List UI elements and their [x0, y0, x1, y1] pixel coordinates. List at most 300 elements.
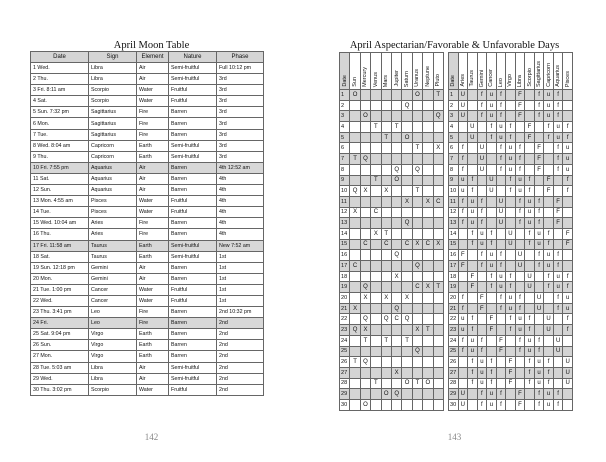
table-cell	[412, 357, 422, 368]
table-cell: f	[487, 271, 497, 282]
table-cell: f	[506, 175, 516, 186]
table-row	[340, 293, 444, 304]
table-cell	[391, 186, 401, 197]
table-cell: 28 Tue. 5:03 am	[31, 362, 89, 373]
table-cell	[360, 389, 370, 400]
table-cell: f	[506, 186, 516, 197]
date-cell: 14	[340, 228, 350, 239]
table-cell	[360, 228, 370, 239]
table-cell	[477, 271, 487, 282]
table-cell: Sagittarius	[89, 107, 137, 118]
table-cell: 2 Thu.	[31, 74, 89, 85]
table-cell: F	[563, 239, 573, 250]
table-cell	[371, 293, 381, 304]
table-cell: F	[496, 335, 506, 346]
column-header-label: Aries	[459, 74, 466, 87]
date-cell: 2	[340, 100, 350, 111]
table-cell: X	[423, 282, 433, 293]
table-cell: Air	[137, 273, 169, 284]
table-cell: u	[496, 271, 506, 282]
table-cell	[496, 175, 506, 186]
table-cell	[423, 261, 433, 272]
table-cell: 4th	[217, 207, 264, 218]
table-cell: U	[496, 218, 506, 229]
table-cell: f	[553, 164, 563, 175]
table-cell: O	[402, 378, 412, 389]
table-cell: f	[468, 175, 478, 186]
table-row	[449, 367, 573, 378]
table-cell: 4th	[217, 185, 264, 196]
table-cell	[506, 389, 516, 400]
table-cell: Barren	[169, 340, 217, 351]
column-header: Sign	[89, 52, 137, 63]
table-cell: Earth	[137, 140, 169, 151]
table-cell: T	[412, 186, 422, 197]
table-cell: Semi-fruitful	[169, 251, 217, 262]
table-cell: u	[477, 239, 487, 250]
table-row	[31, 162, 264, 173]
table-cell: Q	[402, 314, 412, 325]
table-cell: Taurus	[89, 251, 137, 262]
table-row	[31, 218, 264, 229]
date-cell: 27	[340, 367, 350, 378]
table-cell	[402, 122, 412, 133]
date-cell: 25	[340, 346, 350, 357]
column-header	[553, 53, 563, 90]
table-cell	[506, 218, 516, 229]
date-cell: 1	[449, 90, 459, 101]
table-cell	[412, 367, 422, 378]
table-cell: U	[563, 378, 573, 389]
table-cell	[350, 239, 360, 250]
table-cell: F	[525, 132, 535, 143]
table-cell	[525, 143, 535, 154]
column-header-label: Venus	[372, 71, 379, 87]
table-cell: Gemini	[89, 262, 137, 273]
table-cell	[433, 175, 443, 186]
table-cell: Aquarius	[89, 162, 137, 173]
table-cell: f	[553, 90, 563, 101]
table-cell	[371, 346, 381, 357]
column-header	[534, 53, 544, 90]
table-cell	[371, 164, 381, 175]
column-header	[449, 53, 459, 90]
table-cell: Earth	[137, 351, 169, 362]
table-cell	[402, 143, 412, 154]
table-cell: U	[477, 164, 487, 175]
table-cell	[468, 399, 478, 410]
table-cell	[506, 111, 516, 122]
date-cell: 28	[340, 378, 350, 389]
table-cell	[458, 378, 468, 389]
table-cell: f	[496, 250, 506, 261]
table-cell: f	[496, 90, 506, 101]
table-cell: Water	[137, 207, 169, 218]
table-cell	[371, 389, 381, 400]
date-cell: 6	[340, 143, 350, 154]
date-cell: 8	[449, 164, 459, 175]
table-cell	[496, 378, 506, 389]
table-cell	[423, 271, 433, 282]
date-cell: 5	[340, 132, 350, 143]
table-cell	[360, 196, 370, 207]
table-cell	[381, 325, 391, 336]
table-cell: f	[458, 207, 468, 218]
table-row	[31, 118, 264, 129]
table-cell	[515, 367, 525, 378]
table-cell: U	[458, 100, 468, 111]
table-cell	[360, 250, 370, 261]
table-cell: F	[515, 111, 525, 122]
table-cell: Fire	[137, 107, 169, 118]
table-cell: f	[553, 100, 563, 111]
table-cell	[371, 282, 381, 293]
table-cell: U	[496, 196, 506, 207]
table-cell: T	[381, 228, 391, 239]
table-cell: f	[515, 143, 525, 154]
table-cell	[433, 389, 443, 400]
table-cell	[371, 261, 381, 272]
table-cell: u	[544, 90, 554, 101]
table-cell: f	[563, 271, 573, 282]
table-cell	[391, 90, 401, 101]
table-cell: Semi-fruitful	[169, 373, 217, 384]
table-cell	[402, 261, 412, 272]
column-header	[340, 53, 350, 90]
table-cell	[433, 271, 443, 282]
table-cell: f	[534, 90, 544, 101]
table-cell: u	[525, 335, 535, 346]
table-cell: Barren	[169, 129, 217, 140]
table-cell: U	[563, 367, 573, 378]
table-cell	[563, 250, 573, 261]
table-cell: Leo	[89, 307, 137, 318]
table-cell: Air	[137, 373, 169, 384]
table-cell: U	[544, 325, 554, 336]
table-cell	[544, 143, 554, 154]
table-row	[449, 132, 573, 143]
table-cell: X	[360, 293, 370, 304]
table-cell: X	[360, 325, 370, 336]
table-cell: Capricorn	[89, 140, 137, 151]
table-cell	[458, 132, 468, 143]
table-cell: T	[391, 122, 401, 133]
table-cell	[433, 346, 443, 357]
column-header: Element	[137, 52, 169, 63]
table-cell	[391, 218, 401, 229]
table-cell	[433, 357, 443, 368]
date-cell: 11	[340, 196, 350, 207]
table-cell	[423, 218, 433, 229]
table-cell: u	[506, 164, 516, 175]
table-cell	[423, 357, 433, 368]
table-row	[449, 357, 573, 368]
table-cell: f	[515, 154, 525, 165]
table-cell: f	[534, 346, 544, 357]
table-cell	[423, 367, 433, 378]
table-cell	[412, 175, 422, 186]
table-cell: f	[544, 271, 554, 282]
column-header	[506, 53, 516, 90]
date-cell: 8	[340, 164, 350, 175]
table-cell	[412, 196, 422, 207]
table-cell: f	[544, 239, 554, 250]
table-cell	[477, 175, 487, 186]
table-cell	[515, 228, 525, 239]
table-cell: f	[544, 228, 554, 239]
table-row	[340, 314, 444, 325]
table-cell	[525, 399, 535, 410]
table-row	[31, 251, 264, 262]
table-cell	[402, 111, 412, 122]
table-cell: X	[433, 143, 443, 154]
table-cell: f	[477, 250, 487, 261]
table-cell	[515, 357, 525, 368]
table-cell: 22 Wed.	[31, 295, 89, 306]
table-cell	[544, 154, 554, 165]
table-cell	[391, 293, 401, 304]
table-cell: Virgo	[89, 340, 137, 351]
column-header-label: Mars	[383, 74, 390, 87]
table-cell: Q	[391, 303, 401, 314]
date-cell: 13	[449, 218, 459, 229]
table-cell: O	[423, 378, 433, 389]
table-cell: Fire	[137, 318, 169, 329]
table-cell	[381, 164, 391, 175]
table-cell	[544, 293, 554, 304]
table-cell	[423, 186, 433, 197]
table-cell: f	[553, 250, 563, 261]
column-header	[544, 53, 554, 90]
table-cell: 5 Sun. 7:32 pm	[31, 107, 89, 118]
table-cell: Q	[360, 154, 370, 165]
table-cell	[391, 346, 401, 357]
table-cell: U	[468, 132, 478, 143]
table-row	[340, 325, 444, 336]
table-row	[340, 389, 444, 400]
table-cell: u	[458, 314, 468, 325]
table-cell: f	[487, 282, 497, 293]
table-row	[340, 367, 444, 378]
table-cell	[553, 325, 563, 336]
table-cell: f	[525, 325, 535, 336]
table-cell: f	[506, 314, 516, 325]
table-cell	[553, 239, 563, 250]
table-row	[31, 329, 264, 340]
date-cell: 29	[449, 389, 459, 400]
table-row	[340, 164, 444, 175]
table-cell	[563, 207, 573, 218]
column-header	[360, 53, 370, 90]
table-cell: 1st	[217, 251, 264, 262]
table-row	[340, 261, 444, 272]
table-row	[31, 307, 264, 318]
table-cell: 8 Wed. 8:04 am	[31, 140, 89, 151]
table-cell: Barren	[169, 162, 217, 173]
table-cell: 2nd 10:32 pm	[217, 307, 264, 318]
table-cell	[350, 346, 360, 357]
table-row	[449, 218, 573, 229]
table-cell: 1st	[217, 295, 264, 306]
table-cell: f	[534, 111, 544, 122]
table-cell: Fruitful	[169, 85, 217, 96]
table-cell: f	[553, 293, 563, 304]
column-header	[563, 53, 573, 90]
table-cell: X	[371, 228, 381, 239]
table-cell	[360, 122, 370, 133]
column-header	[458, 53, 468, 90]
table-row	[31, 273, 264, 284]
table-cell: 30 Thu. 3:02 pm	[31, 384, 89, 395]
table-cell	[371, 143, 381, 154]
table-row	[31, 151, 264, 162]
table-cell	[423, 164, 433, 175]
table-cell: U	[477, 143, 487, 154]
date-cell: 17	[340, 261, 350, 272]
table-cell	[468, 143, 478, 154]
table-cell: Q	[412, 261, 422, 272]
table-cell	[468, 154, 478, 165]
date-cell: 6	[449, 143, 459, 154]
table-cell	[381, 218, 391, 229]
table-row	[31, 207, 264, 218]
table-cell	[412, 314, 422, 325]
table-cell	[515, 239, 525, 250]
table-cell: f	[525, 186, 535, 197]
table-cell: Earth	[137, 340, 169, 351]
table-cell: T	[433, 282, 443, 293]
table-cell: 3rd	[217, 74, 264, 85]
date-cell: 16	[340, 250, 350, 261]
table-cell: Cancer	[89, 284, 137, 295]
table-cell: 23 Thu. 3:41 pm	[31, 307, 89, 318]
table-cell	[487, 154, 497, 165]
table-row	[340, 346, 444, 357]
table-cell: T	[402, 335, 412, 346]
table-cell	[412, 303, 422, 314]
table-cell: Q	[412, 346, 422, 357]
table-cell: u	[563, 154, 573, 165]
table-cell: f	[534, 250, 544, 261]
table-row	[31, 295, 264, 306]
table-row	[31, 229, 264, 240]
table-cell	[350, 378, 360, 389]
table-cell	[371, 196, 381, 207]
table-cell: Barren	[169, 318, 217, 329]
column-header-label: Pisces	[564, 70, 571, 87]
table-cell	[563, 261, 573, 272]
table-cell: Libra	[89, 74, 137, 85]
table-row	[340, 154, 444, 165]
table-cell	[360, 346, 370, 357]
table-cell: f	[515, 346, 525, 357]
table-row	[31, 318, 264, 329]
table-cell	[563, 196, 573, 207]
table-cell: Water	[137, 85, 169, 96]
table-cell: X	[350, 303, 360, 314]
table-cell: f	[458, 196, 468, 207]
table-row	[340, 132, 444, 143]
table-cell	[350, 250, 360, 261]
table-cell: F	[487, 314, 497, 325]
table-cell: Sagittarius	[89, 129, 137, 140]
column-header-label: Taurus	[469, 70, 476, 87]
table-cell: 2nd	[217, 340, 264, 351]
table-cell: C	[360, 239, 370, 250]
table-cell: X	[423, 196, 433, 207]
table-cell: f	[496, 261, 506, 272]
table-cell: X	[402, 293, 412, 304]
table-row	[340, 143, 444, 154]
table-cell: 2nd	[217, 329, 264, 340]
table-cell	[423, 389, 433, 400]
table-row	[31, 340, 264, 351]
table-cell	[423, 346, 433, 357]
table-cell	[487, 346, 497, 357]
table-cell: Q	[412, 164, 422, 175]
date-cell: 4	[449, 122, 459, 133]
table-cell	[381, 122, 391, 133]
table-cell: F	[496, 346, 506, 357]
table-cell	[391, 228, 401, 239]
table-cell	[525, 250, 535, 261]
table-cell: Barren	[169, 262, 217, 273]
table-cell: 4th	[217, 196, 264, 207]
date-cell: 15	[340, 239, 350, 250]
date-cell: 19	[340, 282, 350, 293]
table-cell: 3rd	[217, 118, 264, 129]
table-cell: 2nd	[217, 384, 264, 395]
table-row	[340, 228, 444, 239]
column-header-label: Neptune	[424, 66, 431, 87]
table-cell: O	[381, 389, 391, 400]
table-cell	[525, 164, 535, 175]
table-cell: Aquarius	[89, 185, 137, 196]
table-row	[449, 196, 573, 207]
table-cell: F	[506, 367, 516, 378]
date-cell: 30	[340, 399, 350, 410]
table-cell	[496, 357, 506, 368]
moon-table	[30, 51, 264, 396]
column-header	[525, 53, 535, 90]
table-cell	[506, 207, 516, 218]
table-cell	[525, 111, 535, 122]
table-cell: F	[534, 154, 544, 165]
table-cell	[553, 378, 563, 389]
table-cell: f	[553, 399, 563, 410]
table-cell: f	[487, 357, 497, 368]
table-cell: X	[381, 186, 391, 197]
table-cell	[412, 218, 422, 229]
table-cell	[391, 335, 401, 346]
table-cell: f	[496, 100, 506, 111]
column-header-label: Uranus	[414, 69, 421, 87]
table-cell	[525, 261, 535, 272]
table-cell: X	[391, 271, 401, 282]
table-cell: Air	[137, 262, 169, 273]
table-cell	[487, 335, 497, 346]
table-cell: 18 Sat.	[31, 251, 89, 262]
column-header	[496, 53, 506, 90]
table-cell: 2nd	[217, 362, 264, 373]
table-cell	[433, 164, 443, 175]
table-cell	[496, 325, 506, 336]
table-cell	[412, 122, 422, 133]
table-cell: f	[534, 399, 544, 410]
table-cell	[402, 325, 412, 336]
table-row	[449, 325, 573, 336]
table-row	[340, 399, 444, 410]
